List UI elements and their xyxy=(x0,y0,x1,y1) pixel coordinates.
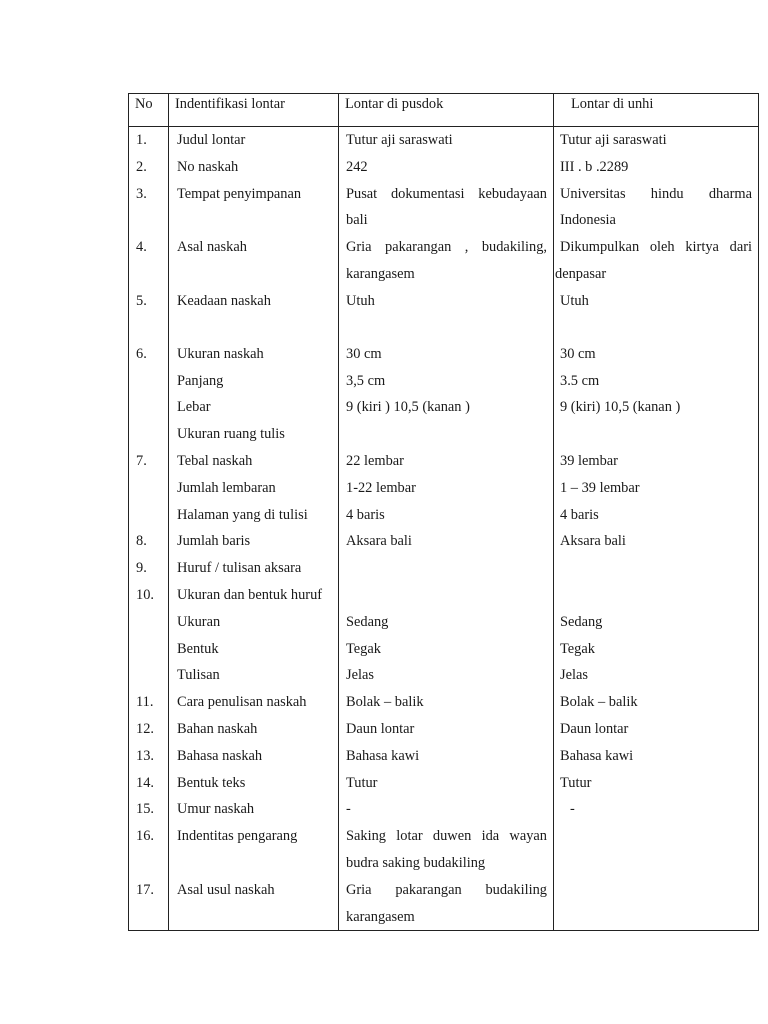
row-label: Tulisan xyxy=(169,662,339,689)
row-number xyxy=(129,662,169,689)
pusdok-value xyxy=(339,582,554,609)
pusdok-value: Utuh xyxy=(339,288,554,341)
unhi-value: 39 lembar xyxy=(554,448,759,475)
row-number: 3. xyxy=(129,181,169,235)
unhi-value-text: - xyxy=(570,801,575,818)
table-row xyxy=(129,502,759,529)
table-row xyxy=(129,181,759,235)
table-row xyxy=(129,877,759,931)
table-row xyxy=(129,234,759,288)
row-number xyxy=(129,636,169,663)
table-row xyxy=(129,689,759,716)
table-row xyxy=(129,421,759,448)
table-row xyxy=(129,528,759,555)
unhi-value: Aksara bali xyxy=(554,528,759,555)
unhi-value: Sedang xyxy=(554,609,759,636)
row-number: 7. xyxy=(129,448,169,475)
table-row xyxy=(129,743,759,770)
unhi-value: 1 – 39 lembar xyxy=(554,475,759,502)
unhi-value-line: Indonesia xyxy=(560,212,616,229)
row-number xyxy=(129,475,169,502)
pusdok-value: Bahasa kawi xyxy=(339,743,554,770)
unhi-value: Daun lontar xyxy=(554,716,759,743)
row-label: No naskah xyxy=(169,154,339,181)
unhi-value xyxy=(554,823,759,877)
lontar-comparison-table xyxy=(128,93,759,931)
table-row xyxy=(129,609,759,636)
row-label: Panjang xyxy=(169,368,339,395)
row-label: Jumlah baris xyxy=(169,528,339,555)
table-row xyxy=(129,662,759,689)
unhi-value xyxy=(554,877,759,931)
row-number: 12. xyxy=(129,716,169,743)
table-row xyxy=(129,368,759,395)
table-row xyxy=(129,127,759,154)
table-row xyxy=(129,394,759,421)
row-label: Lebar xyxy=(169,394,339,421)
table-row xyxy=(129,636,759,663)
row-number: 6. xyxy=(129,341,169,368)
pusdok-value: Aksara bali xyxy=(339,528,554,555)
row-label: Bahasa naskah xyxy=(169,743,339,770)
row-number: 10. xyxy=(129,582,169,609)
unhi-value: Tutur xyxy=(554,770,759,797)
row-number: 14. xyxy=(129,770,169,797)
row-label: Keadaan naskah xyxy=(169,288,339,341)
pusdok-value-line: budra saking budakiling xyxy=(346,854,486,871)
pusdok-value-line: Gria pakarangan budakiling xyxy=(346,881,547,898)
row-label: Indentitas pengarang xyxy=(169,823,339,877)
row-label: Ukuran naskah xyxy=(169,341,339,368)
unhi-value: 4 baris xyxy=(554,502,759,529)
unhi-value: III . b .2289 xyxy=(554,154,759,181)
unhi-value: 3.5 cm xyxy=(554,368,759,395)
row-label: Ukuran xyxy=(169,609,339,636)
table-row xyxy=(129,154,759,181)
row-label: Jumlah lembaran xyxy=(169,475,339,502)
pusdok-value: Tegak xyxy=(339,636,554,663)
pusdok-value xyxy=(339,421,554,448)
unhi-value xyxy=(554,555,759,582)
row-label: Bentuk xyxy=(169,636,339,663)
row-number: 9. xyxy=(129,555,169,582)
pusdok-value xyxy=(339,823,554,877)
table-row xyxy=(129,448,759,475)
pusdok-value xyxy=(339,877,554,931)
row-number: 16. xyxy=(129,823,169,877)
unhi-value xyxy=(554,234,759,288)
row-number: 5. xyxy=(129,288,169,341)
pusdok-value-line: Gria pakarangan , budakiling, xyxy=(346,239,547,256)
row-label: Huruf / tulisan aksara xyxy=(169,555,339,582)
unhi-value-line: denpasar xyxy=(555,265,607,282)
row-number xyxy=(129,368,169,395)
row-number: 1. xyxy=(129,127,169,154)
unhi-value-line: Universitas hindu dharma xyxy=(560,185,752,202)
row-label: Umur naskah xyxy=(169,796,339,823)
pusdok-value: Jelas xyxy=(339,662,554,689)
unhi-value: Tutur aji saraswati xyxy=(554,127,759,154)
row-label: Bahan naskah xyxy=(169,716,339,743)
table-row xyxy=(129,582,759,609)
table-row xyxy=(129,288,759,341)
row-number xyxy=(129,609,169,636)
pusdok-value-line: bali xyxy=(346,212,368,229)
pusdok-value: 242 xyxy=(339,154,554,181)
pusdok-value: Sedang xyxy=(339,609,554,636)
table-row xyxy=(129,796,759,823)
pusdok-value xyxy=(339,555,554,582)
unhi-value: Bahasa kawi xyxy=(554,743,759,770)
row-label: Asal naskah xyxy=(169,234,339,288)
table-row xyxy=(129,823,759,877)
table-row xyxy=(129,341,759,368)
unhi-value: 30 cm xyxy=(554,341,759,368)
header-identifikasi: Indentifikasi lontar xyxy=(169,94,339,127)
row-label: Bentuk teks xyxy=(169,770,339,797)
row-number: 2. xyxy=(129,154,169,181)
pusdok-value: Daun lontar xyxy=(339,716,554,743)
pusdok-value: 30 cm xyxy=(339,341,554,368)
pusdok-value: 9 (kiri ) 10,5 (kanan ) xyxy=(339,394,554,421)
row-label: Tebal naskah xyxy=(169,448,339,475)
pusdok-value xyxy=(339,181,554,235)
row-label: Judul lontar xyxy=(169,127,339,154)
row-number: 13. xyxy=(129,743,169,770)
pusdok-value: Tutur aji saraswati xyxy=(339,127,554,154)
row-number: 17. xyxy=(129,877,169,931)
unhi-value xyxy=(554,181,759,235)
row-label: Asal usul naskah xyxy=(169,877,339,931)
pusdok-value-line: Saking lotar duwen ida wayan xyxy=(346,828,547,845)
unhi-value-line: Dikumpulkan oleh kirtya dari xyxy=(560,239,752,256)
table-row xyxy=(129,716,759,743)
row-label: Ukuran ruang tulis xyxy=(169,421,339,448)
pusdok-value: 1-22 lembar xyxy=(339,475,554,502)
pusdok-value: 22 lembar xyxy=(339,448,554,475)
pusdok-value: - xyxy=(339,796,554,823)
row-label: Halaman yang di tulisi xyxy=(169,502,339,529)
unhi-value xyxy=(554,582,759,609)
header-row xyxy=(129,94,759,127)
unhi-value: Bolak – balik xyxy=(554,689,759,716)
row-number: 11. xyxy=(129,689,169,716)
unhi-value: Utuh xyxy=(554,288,759,341)
row-label: Ukuran dan bentuk huruf xyxy=(169,582,339,609)
pusdok-value-line: karangasem xyxy=(346,908,415,925)
pusdok-value: 3,5 cm xyxy=(339,368,554,395)
pusdok-value: 4 baris xyxy=(339,502,554,529)
header-unhi: Lontar di unhi xyxy=(554,94,759,127)
header-no: No xyxy=(129,94,169,127)
row-number xyxy=(129,502,169,529)
table-row xyxy=(129,475,759,502)
pusdok-value: Bolak – balik xyxy=(339,689,554,716)
header-pusdok: Lontar di pusdok xyxy=(339,94,554,127)
pusdok-value xyxy=(339,234,554,288)
table-row xyxy=(129,770,759,797)
unhi-value: Jelas xyxy=(554,662,759,689)
row-label: Tempat penyimpanan xyxy=(169,181,339,235)
row-number xyxy=(129,394,169,421)
row-number: 4. xyxy=(129,234,169,288)
unhi-value: 9 (kiri) 10,5 (kanan ) xyxy=(554,394,759,421)
row-number: 8. xyxy=(129,528,169,555)
pusdok-value-line: Pusat dokumentasi kebudayaan xyxy=(346,185,547,202)
unhi-value xyxy=(554,421,759,448)
table-row xyxy=(129,555,759,582)
pusdok-value: Tutur xyxy=(339,770,554,797)
row-label: Cara penulisan naskah xyxy=(169,689,339,716)
row-number xyxy=(129,421,169,448)
unhi-value xyxy=(554,796,759,823)
pusdok-value-line: karangasem xyxy=(346,265,415,282)
unhi-value: Tegak xyxy=(554,636,759,663)
row-number: 15. xyxy=(129,796,169,823)
